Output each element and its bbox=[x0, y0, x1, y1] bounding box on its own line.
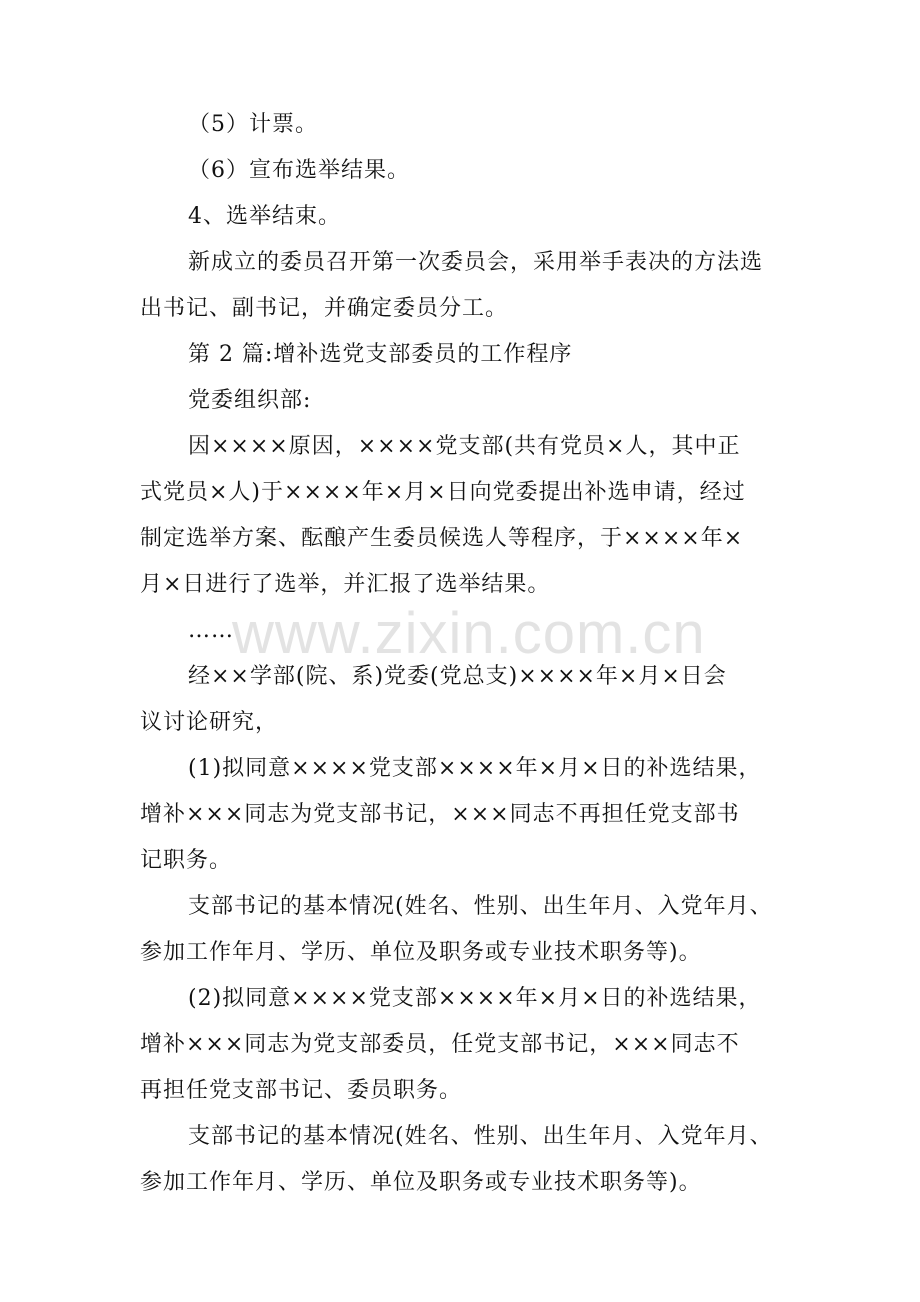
document-line: 参加工作年月、学历、单位及职务或专业技术职务等)。 bbox=[140, 940, 702, 965]
document-line: 党委组织部: bbox=[188, 388, 312, 413]
document-line: 出书记、副书记，并确定委员分工。 bbox=[140, 296, 509, 321]
document-line: 制定选举方案、酝酿产生委员候选人等程序，于××××年× bbox=[140, 526, 744, 551]
document-line: 式党员×人)于××××年×月×日向党委提出补选申请，经过 bbox=[140, 480, 746, 505]
document-line: 记职务。 bbox=[140, 848, 233, 873]
document-line: 支部书记的基本情况(姓名、性别、出生年月、入党年月、 bbox=[188, 894, 773, 919]
document-line: 议讨论研究， bbox=[140, 710, 279, 735]
watermark: www.zixin.com.cn bbox=[232, 601, 706, 666]
document-line: (1)拟同意××××党支部××××年×月×日的补选结果， bbox=[188, 756, 762, 781]
document-line: 参加工作年月、学历、单位及职务或专业技术职务等)。 bbox=[140, 1170, 702, 1195]
document-line: 经××学部(院、系)党委(党总支)××××年×月×日会 bbox=[188, 664, 727, 689]
document-line: …… bbox=[188, 618, 234, 643]
document-line: 新成立的委员召开第一次委员会，采用举手表决的方法选 bbox=[188, 250, 764, 275]
document-line: （6）宣布选举结果。 bbox=[188, 158, 410, 183]
document-line: 支部书记的基本情况(姓名、性别、出生年月、入党年月、 bbox=[188, 1124, 773, 1149]
document-line: 因××××原因，××××党支部(共有党员×人，其中正 bbox=[188, 434, 741, 459]
document-line: 4、选举结束。 bbox=[188, 204, 341, 229]
document-line: 月×日进行了选举，并汇报了选举结果。 bbox=[140, 572, 551, 597]
document-line: 增补×××同志为党支部书记，×××同志不再担任党支部书 bbox=[140, 802, 740, 827]
document-body bbox=[140, 102, 790, 1206]
document-line: 增补×××同志为党支部委员，任党支部书记，×××同志不 bbox=[140, 1032, 740, 1057]
document-line: (2)拟同意××××党支部××××年×月×日的补选结果， bbox=[188, 986, 762, 1011]
document-line: 再担任党支部书记、委员职务。 bbox=[140, 1078, 463, 1103]
document-line: 第 2 篇:增补选党支部委员的工作程序 bbox=[188, 342, 573, 367]
document-line: （5）计票。 bbox=[188, 112, 318, 137]
